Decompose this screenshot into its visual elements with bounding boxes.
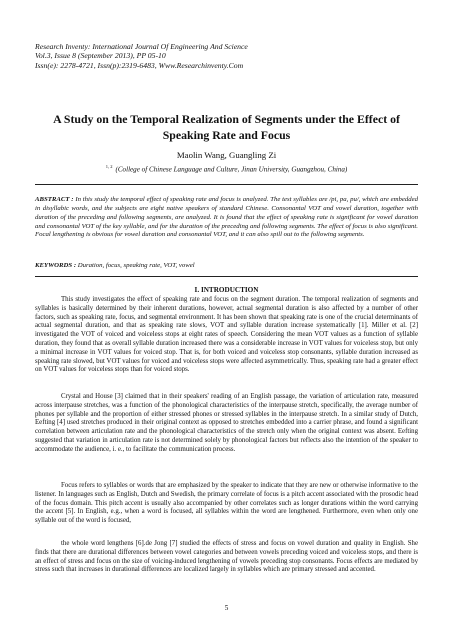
journal-header — [35, 42, 425, 70]
paper-authors: Maolin Wang, Guangling Zi — [176, 150, 277, 160]
paragraph-4: the whole word lengthens [6].de Jong [7] studied the effects of stress and focus on vowel duration and quality in English. She finds that there are durational differences between vowel categories and between vowels preceding voiced and voiceless stops, and there is an effect of stress and focus on the size of voicing-induced lengthening of vowels preceding stop consonants. Focus effects are mediated by stress such that increases in durational differences are localized largely in syllables which are primary stressed and accented. — [35, 540, 418, 574]
journal-name: Research Inventy: International Journal Of Engineering And Science — [35, 42, 248, 51]
bottom-divider — [35, 276, 418, 277]
keywords-label: KEYWORDS : — [35, 262, 78, 269]
paper-title: A Study on the Temporal Realization of Segments under the Effect of Speaking Rate and Focus — [53, 112, 400, 142]
page-number: 5 — [224, 604, 229, 612]
author-affiliation — [35, 164, 418, 173]
paragraph-2: Crystal and House [3] claimed that in their speakers' reading of an English passage, the variation of articulation rate, measured across interpause stretches, was a function of the phonological characteristics of the interpause stretch, specifically, the average number of phones per syllable and the proportion of either stressed phones or stressed syllables in the interpause stretch. In a similar study of Dutch, Eefting [4] used stretches produced in their original context as opposed to stretches embedded into a carrier phrase, and found a significant correlation between articulation rate and the phonological characteristics of the stretch only when the original context was absent. Eefting suggested that variation in articulation rate is not determined solely by phonological factors but reflects also the intention of the speaker to accommodate the audience, i. e., to facilitate the communication process. — [35, 393, 418, 453]
affiliation-text: (College of Chinese Language and Culture, Jinan University, Guangzhou, China) — [115, 165, 348, 174]
paragraph-3: Focus refers to syllables or words that are emphasized by the speaker to indicate that they are new or otherwise informative to the listener. In languages such as English, Dutch and Swedish, the primary correlate of focus is a pitch accent associated with the prosodic head of the focus domain. This pitch accent is usually also accompanied by other correlates such as longer durations within the word carrying the accent [5]. In English, e.g., when a word is focused, all syllables within the word are lengthened. Furthermore, even when only one syllable out of the word is focused, — [35, 482, 418, 525]
abstract-text: In this study the temporal effect of speaking rate and focus is analyzed. The test syllables are /pi, pa, pu/, which are embedded in disyllabic words, and the subjects are eight native speakers of standard Chinese. Consonantal VOT and vowel duration, together with duration of the preceding and following segments, are analyzed. It is found that the effect of speaking rate is significant for vowel duration and consonantal VOT of the key syllable, and for the duration of the preceding and following segments. The effect of focus is also significant. Focal lengthening is obvious for vowel duration and consonantal VOT, and it can also spill out to the following segments. — [35, 196, 419, 239]
journal-issn: Issn(e): 2278-4721, Issn(p):2319-6483, Www.Researchinventy.Com — [35, 60, 244, 70]
keywords — [35, 262, 418, 269]
keywords-text: Duration, focus, speaking rate, VOT, vowel — [77, 262, 195, 269]
section-heading: I. INTRODUCTION — [194, 286, 259, 294]
top-divider — [35, 184, 418, 185]
affiliation-marker: 1, 2 — [105, 164, 113, 169]
abstract — [35, 196, 418, 240]
journal-volume: Vol.3, Issue 8 (September 2013), PP 05-10 — [35, 51, 166, 61]
abstract-label: ABSTRACT : — [35, 196, 76, 203]
paragraph-1: This study investigates the effect of speaking rate and focus on the segment duration. The temporal realization of segments and syllables is basically determined by their inherent durations, however, actual segmental duration is also affected by a number of other factors, such as speaking rate, focus, and segmental environment. It has been shown that speaking rate is one of the crucial determinants of actual segmental duration, and that as speaking rate slows, VOT and syllable duration increase systematically [1]. Miller et al. [2] investigated the VOT of voiced and voiceless stops at eight rates of speech. Considering the mean VOT values as a function of syllable duration, they found that as overall syllable duration increased there was a considerable increase in VOT values for voiceless stop, but only a minimal increase in VOT values for voiced stop. That is, for both voiced and voiceless stop consonants, syllable duration increased as speaking rate slowed, but VOT values for voiced and voiceless stops were affected asymmetrically. Thus, speaking rate had a greater effect on VOT values for voiceless stops than for voiced stops. — [35, 296, 418, 374]
